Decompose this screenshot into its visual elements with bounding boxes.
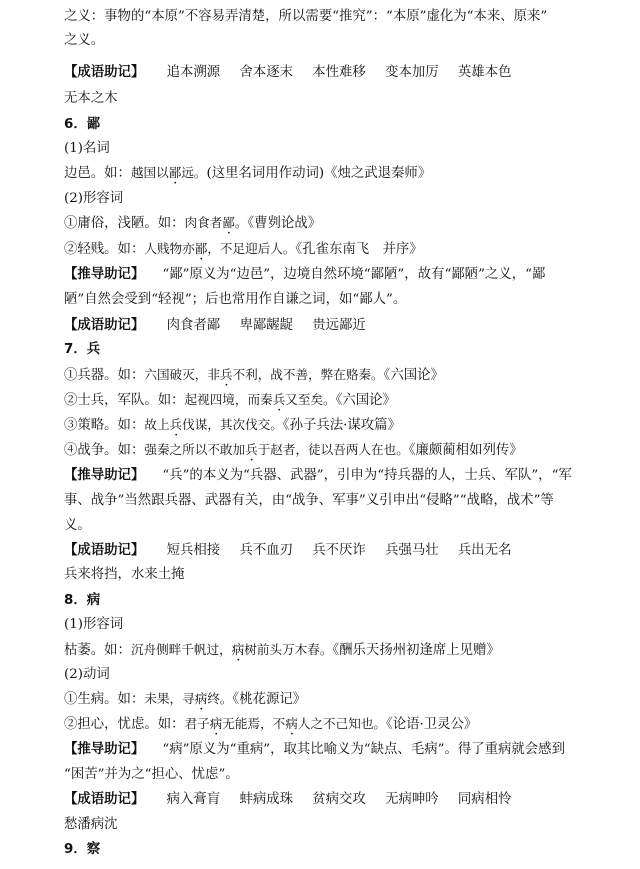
guide-line: 【推导助记】 “病”原义为“重病”，取其比喻义为“缺点、毛病”。得了重病就会感到 xyxy=(64,742,565,757)
idiom-row-bi xyxy=(64,317,616,335)
emphasis-char: 兵 xyxy=(245,442,258,457)
idiom-row-bing-soldier xyxy=(64,542,616,560)
idiom-item: 卑鄙龌龊 xyxy=(239,318,293,333)
idiom-item: 兵强马壮 xyxy=(385,543,439,558)
idiom-item: 兵出无名 xyxy=(457,543,512,558)
entry-heading-bing-ill: 8．病 xyxy=(64,593,101,608)
entry-heading-bi: 6．鄙 xyxy=(64,117,101,132)
definition-line: ②轻贱。如：人贱物亦鄙，不足迎后人。《孔雀东南飞 并序》 xyxy=(64,241,423,257)
guide-line: 义。 xyxy=(64,518,91,533)
emphasis-char: 兵 xyxy=(169,417,183,432)
idiom-item: 贵远鄙近 xyxy=(312,318,366,333)
emphasis-char: 兵 xyxy=(272,392,286,407)
idiom-item: 贫病交攻 xyxy=(312,792,366,807)
guide-line: 【推导助记】 “兵”的本义为“兵器、武器”，引申为“持兵器的人，士兵、军队”，“军 xyxy=(64,468,572,483)
definition-line: ③策略。如：故上兵伐谋，其次伐交。《孙子兵法·谋攻篇》 xyxy=(64,417,401,433)
definition-line: 枯萎。如：沉舟侧畔千帆过，病树前头万木春。《酬乐天扬州初逢席上见赠》 xyxy=(64,642,500,658)
entry-heading-cha: 9．察 xyxy=(64,842,101,857)
definition-line: ②士兵，军队。如：起视四境，而秦兵又至矣。《六国论》 xyxy=(64,392,396,408)
idiom-label: 【成语助记】 xyxy=(64,318,145,333)
idiom-item: 兵不血刃 xyxy=(239,543,293,558)
entry-heading-bing-soldier: 7．兵 xyxy=(64,342,101,357)
guide-label: 【推导助记】 xyxy=(64,742,145,757)
pos-label: (2)形容词 xyxy=(64,191,124,206)
idiom-item: 蚌病成珠 xyxy=(239,792,293,807)
pos-label: (1)形容词 xyxy=(64,617,124,632)
definition-line: ④战争。如：强秦之所以不敢加兵于赵者，徒以吾两人在也。《廉颇蔺相如列传》 xyxy=(64,442,523,458)
idiom-extra-ben: 无本之木 xyxy=(64,91,118,106)
idiom-label: 【成语助记】 xyxy=(64,792,145,807)
definition-line: ①生病。如：未果，寻病终。《桃花源记》 xyxy=(64,691,307,707)
idiom-label: 【成语助记】 xyxy=(64,65,145,80)
pos-label: (2)动词 xyxy=(64,667,110,682)
guide-line: 【推导助记】 “鄙”原义为“边邑”，边境自然环境“鄙陋”，故有“鄙陋”之义，“鄙 xyxy=(64,267,546,282)
intro-line-1: 之义：事物的“本原”不容易弄清楚，所以需要“推究”：“本原”虚化为“本来、原来” xyxy=(64,9,548,24)
idiom-label: 【成语助记】 xyxy=(64,543,145,558)
pos-label: (1)名词 xyxy=(64,141,110,156)
idiom-row-bing-ill xyxy=(64,791,616,809)
idiom-item: 变本加厉 xyxy=(385,65,439,80)
emphasis-char: 病 xyxy=(285,716,298,731)
guide-label: 【推导助记】 xyxy=(64,468,145,483)
definition-line: ②担心，忧虑。如：君子病无能焉，不病人之不己知也。《论语·卫灵公》 xyxy=(64,716,478,732)
idiom-item: 追本溯源 xyxy=(166,65,221,80)
idiom-item: 无病呻吟 xyxy=(385,792,439,807)
idiom-item: 英雄本色 xyxy=(457,65,512,80)
emphasis-char: 病 xyxy=(194,691,208,706)
idiom-item: 肉食者鄙 xyxy=(166,318,221,333)
definition-line: ①兵器。如：六国破灭，非兵不利，战不善，弊在赂秦。《六国论》 xyxy=(64,367,444,383)
idiom-item: 本性难移 xyxy=(312,65,366,80)
definition-line: 边邑。如：越国以鄙远。(这里名词用作动词)《烛之武退秦师》 xyxy=(64,165,432,181)
intro-line-2: 之义。 xyxy=(64,33,105,48)
guide-line: 陋”自然会受到“轻视”；后也常用作自谦之词，如“鄙人”。 xyxy=(64,292,407,307)
emphasis-char: 病 xyxy=(231,642,245,657)
idiom-item: 同病相怜 xyxy=(457,792,512,807)
emphasis-char: 鄙 xyxy=(194,241,208,256)
guide-line: 事、战争”当然跟兵器、武器有关，由“战争、军事”义引申出“侵略”“战略，战术”等 xyxy=(64,493,554,508)
emphasis-char: 兵 xyxy=(219,367,233,382)
guide-label: 【推导助记】 xyxy=(64,267,145,282)
idiom-extra-bing-ill: 愁潘病沈 xyxy=(64,817,118,832)
idiom-item: 舍本逐末 xyxy=(239,65,293,80)
idiom-extra-bing-soldier: 兵来将挡，水来土掩 xyxy=(64,567,185,582)
guide-line: “困苦”并为之“担心、忧虑”。 xyxy=(64,767,239,782)
idiom-item: 兵不厌诈 xyxy=(312,543,366,558)
emphasis-char: 病 xyxy=(209,716,223,731)
definition-line: ①庸俗，浅陋。如：肉食者鄙。《曹刿论战》 xyxy=(64,215,322,231)
idiom-row-ben xyxy=(64,64,616,82)
emphasis-char: 鄙 xyxy=(168,165,182,180)
emphasis-char: 鄙 xyxy=(222,215,235,230)
idiom-item: 病入膏肓 xyxy=(166,792,221,807)
idiom-item: 短兵相接 xyxy=(166,543,221,558)
